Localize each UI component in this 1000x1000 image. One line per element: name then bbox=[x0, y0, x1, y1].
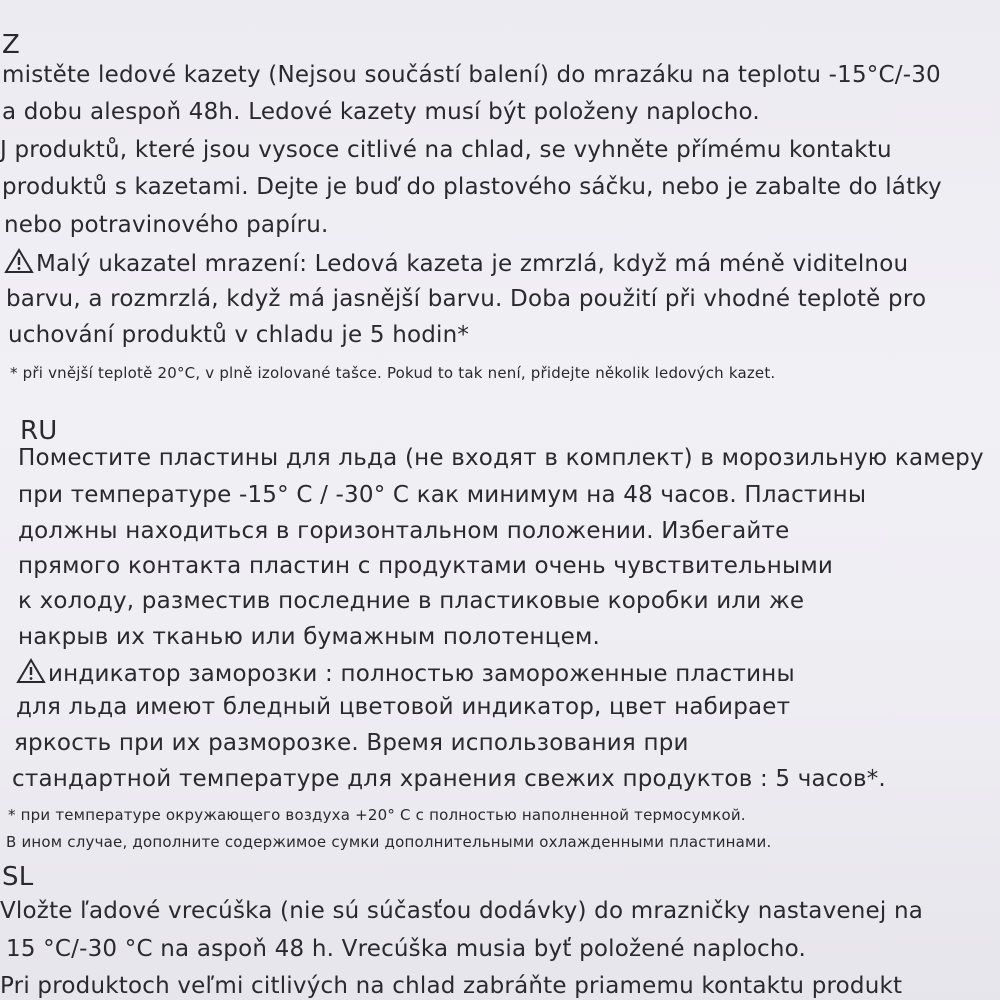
section-code-cz: Z bbox=[2, 30, 21, 60]
ru-warning-line-4: стандартной температуре для хранения свежих продуктов : 5 часов*. bbox=[12, 766, 886, 792]
sl-text-line-2: 15 °C/-30 °C na aspoň 48 h. Vrecúška musia byť položené naplocho. bbox=[6, 936, 807, 962]
cz-warning-line-2: barvu, a rozmrzlá, když má jasnější barvu. Doba použití při vhodné teplotě pro bbox=[6, 286, 927, 312]
section-code-ru: RU bbox=[20, 416, 58, 446]
warning-triangle-icon bbox=[16, 658, 46, 684]
cz-text-line-5: nebo potravinového papíru. bbox=[4, 212, 329, 238]
cz-warning-text: Malý ukazatel mrazení: Ledová kazeta je zmrzlá, když má méně viditelnou bbox=[36, 251, 909, 277]
sl-text-line-1: Vložte ľadové vrecúška (nie sú súčasťou dodávky) do mrazničky nastavenej na bbox=[0, 898, 924, 924]
ru-warning-line-1 bbox=[16, 658, 795, 687]
ru-text-line-2: при температуре -15° C / -30° C как минимум на 48 часов. Пластины bbox=[18, 482, 867, 508]
ru-warning-line-3: яркость при их разморозке. Время использования при bbox=[14, 730, 689, 756]
ru-text-line-6: накрыв их тканью или бумажным полотенцем. bbox=[18, 624, 601, 650]
cz-warning-line-3: uchování produktů v chladu je 5 hodin* bbox=[8, 322, 470, 348]
cz-text-line-4: produktů s kazetami. Dejte je buď do plastového sáčku, nebo je zabalte do látky bbox=[2, 174, 942, 200]
cz-warning-line-1 bbox=[4, 248, 908, 277]
cz-footnote: * při vnější teplotě 20°C, v plně izolované tašce. Pokud to tak není, přidejte několik ledových kazet. bbox=[10, 364, 776, 382]
ru-text-line-5: к холоду, разместив последние в пластиковые коробки или же bbox=[18, 588, 805, 614]
cz-text-line-2: a dobu alespoň 48h. Ledové kazety musí být položeny naplocho. bbox=[2, 99, 760, 125]
ru-text-line-3: должны находиться в горизонтальном положении. Избегайте bbox=[18, 518, 790, 544]
ru-text-line-4: прямого контакта пластин с продуктами очень чувствительными bbox=[18, 553, 834, 579]
warning-triangle-icon bbox=[4, 248, 34, 274]
ru-warning-text: индикатор заморозки : полностью замороженные пластины bbox=[48, 661, 795, 687]
cz-text-line-1: mistěte ledové kazety (Nejsou součástí balení) do mrazáku na teplotu -15°C/-30 bbox=[2, 62, 941, 88]
ru-footnote-2: В ином случае, дополните содержимое сумки дополнительными охлажденными пластинами. bbox=[6, 833, 772, 851]
section-code-sl: SL bbox=[2, 862, 34, 892]
ru-footnote-1: * при температуре окружающего воздуха +20° C с полностью наполненной термосумкой. bbox=[8, 806, 746, 824]
cz-text-line-3: J produktů, které jsou vysoce citlivé na chlad, se vyhněte přímému kontaktu bbox=[0, 137, 892, 163]
ru-warning-line-2: для льда имеют бледный цветовой индикатор, цвет набирает bbox=[16, 694, 791, 720]
ru-text-line-1: Поместите пластины для льда (не входят в комплект) в морозильную камеру bbox=[18, 445, 984, 471]
sl-text-line-3: Pri produktoch veľmi citlivých na chlad zabráňte priamemu kontaktu produkt bbox=[0, 973, 903, 999]
